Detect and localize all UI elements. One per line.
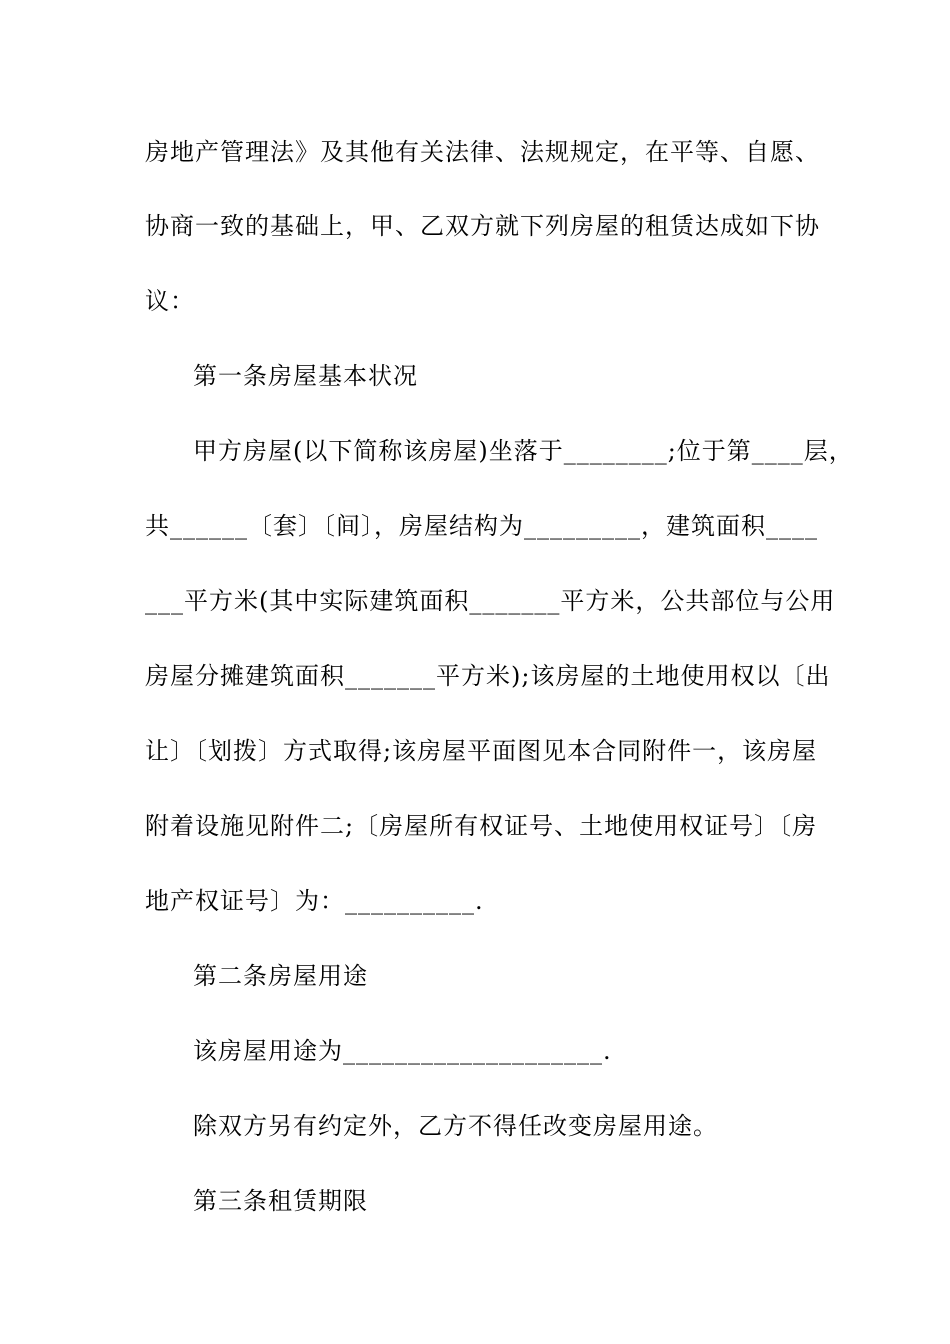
paragraph-line: 甲方房屋(以下简称该房屋)坐落于________;位于第____层， bbox=[193, 437, 854, 465]
paragraph-line: 让〕〔划拨〕方式取得;该房屋平面图见本合同附件一，该房屋 bbox=[145, 737, 818, 765]
paragraph-line: 房地产管理法》及其他有关法律、法规规定，在平等、自愿、 bbox=[145, 138, 820, 166]
paragraph-line: 协商一致的基础上，甲、乙双方就下列房屋的租赁达成如下协 bbox=[145, 212, 820, 240]
paragraph-line: 房屋分摊建筑面积_______平方米);该房屋的土地使用权以〔出 bbox=[145, 662, 831, 690]
paragraph-line: 除双方另有约定外，乙方不得任改变房屋用途。 bbox=[193, 1112, 718, 1140]
section-heading: 第三条租赁期限 bbox=[193, 1187, 368, 1215]
paragraph-line: 该房屋用途为____________________. bbox=[193, 1037, 612, 1065]
section-heading: 第二条房屋用途 bbox=[193, 962, 368, 990]
paragraph-line: 共______〔套〕〔间〕，房屋结构为_________，建筑面积____ bbox=[145, 512, 818, 540]
paragraph-line: 议： bbox=[145, 287, 195, 315]
paragraph-line: 地产权证号〕为：__________. bbox=[145, 887, 484, 915]
paragraph-line: ___平方米(其中实际建筑面积_______平方米，公共部位与公用 bbox=[145, 587, 836, 615]
paragraph-line: 附着设施见附件二;〔房屋所有权证号、土地使用权证号〕〔房 bbox=[145, 812, 818, 840]
section-heading: 第一条房屋基本状况 bbox=[193, 362, 418, 390]
